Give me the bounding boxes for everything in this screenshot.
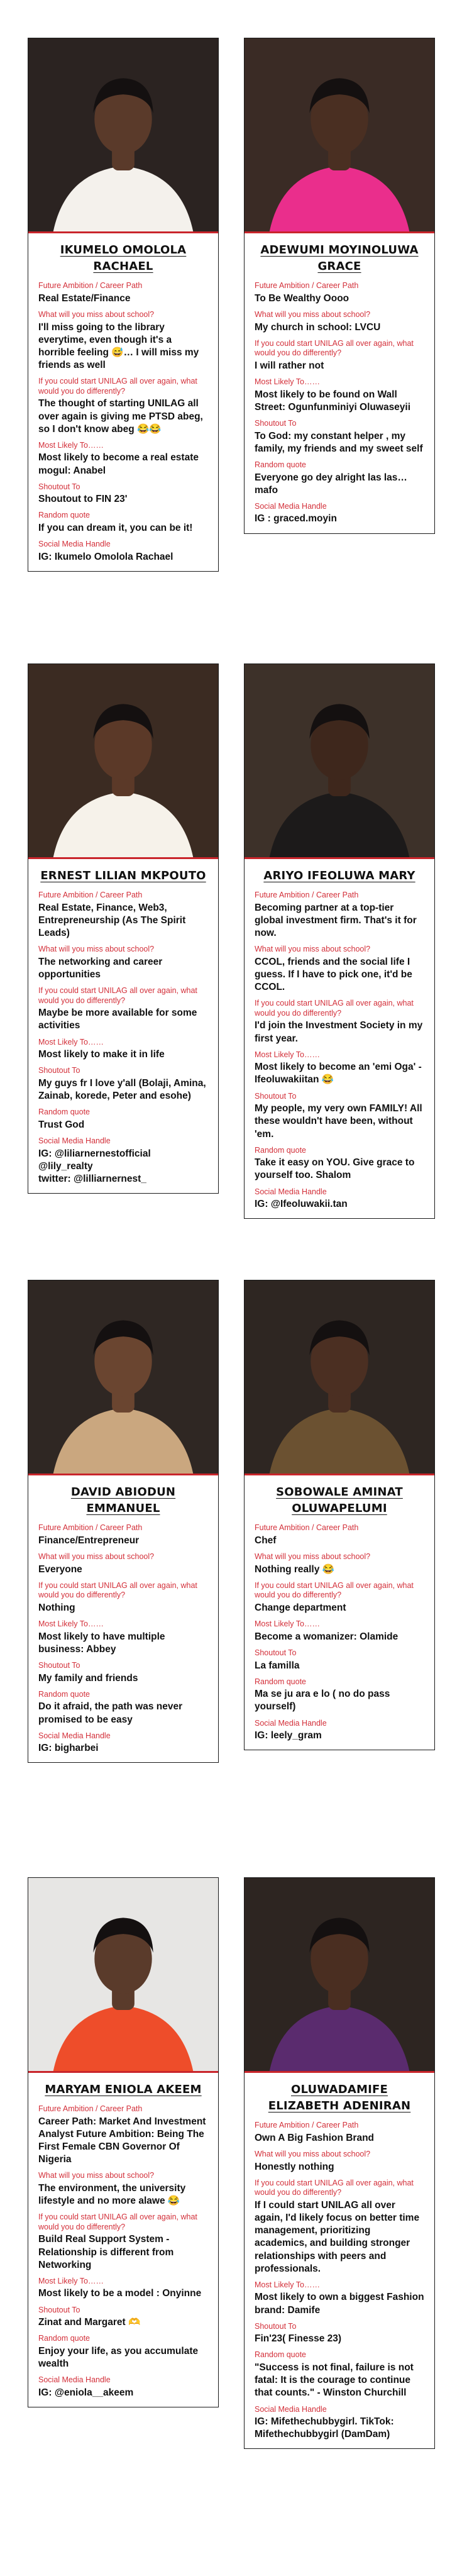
profile-card xyxy=(28,663,219,1194)
ambition-answer: Real Estate, Finance, Web3, Entrepreneurship (As The Spirit Leads) xyxy=(38,902,186,938)
ambition-label: Future Ambition / Career Path xyxy=(255,2121,359,2130)
likely-answer: Most likely to have multiple business: Abbey xyxy=(38,1631,165,1655)
quote-answer: Everyone go dey alright las las… mafo xyxy=(255,472,407,496)
shoutout-answer: My people, my very own FAMILY! All these wouldn't have been, without 'em. xyxy=(255,1103,422,1140)
quote-label: Random quote xyxy=(255,460,307,469)
portrait-image xyxy=(245,664,434,857)
portrait-image xyxy=(28,1878,218,2071)
person-name: OLUWADAMIFE ELIZABETH ADENIRAN xyxy=(268,2083,411,2113)
ambition-answer: Career Path: Market And Investment Analyst Future Ambition: Being The First Female CBN Governor Of Nigeria xyxy=(38,2116,206,2165)
person-name: ERNEST LILIAN MKPOUTO xyxy=(40,869,206,882)
social-answer: IG: Mifethechubbygirl. TikTok: Mifethechubbygirl (DamDam) xyxy=(255,2416,394,2440)
profile-card xyxy=(244,1280,435,1750)
shoutout-label: Shoutout To xyxy=(255,1091,297,1101)
shoutout-label: Shoutout To xyxy=(38,2305,80,2314)
shoutout-label: Shoutout To xyxy=(38,1066,80,1075)
likely-answer: Most likely to become a real estate mogul: Anabel xyxy=(38,452,199,476)
restart-answer: The thought of starting UNILAG all over again is giving me PTSD abeg, so I don't know abeg 😂😂 xyxy=(38,398,203,435)
shoutout-answer: My family and friends xyxy=(38,1672,138,1684)
likely-answer: Most likely to be a model : Onyinne xyxy=(38,2288,202,2299)
quote-answer: Ma se ju ara e lo ( no do pass yourself) xyxy=(255,1689,390,1713)
miss-label: What will you miss about school? xyxy=(38,1552,155,1561)
likely-label: Most Likely To…… xyxy=(38,440,104,450)
profile-card xyxy=(28,1877,219,2407)
quote-label: Random quote xyxy=(38,1108,91,1117)
portrait-image xyxy=(245,38,434,231)
ambition-label: Future Ambition / Career Path xyxy=(255,281,359,291)
social-answer: IG: Ikumelo Omolola Rachael xyxy=(38,551,173,562)
social-label: Social Media Handle xyxy=(38,2375,111,2385)
ambition-answer: Own A Big Fashion Brand xyxy=(255,2132,375,2143)
ambition-label: Future Ambition / Career Path xyxy=(38,2104,143,2114)
likely-answer: Become a womanizer: Olamide xyxy=(255,1631,399,1642)
likely-label: Most Likely To…… xyxy=(38,1619,104,1629)
miss-label: What will you miss about school? xyxy=(255,309,371,319)
miss-label: What will you miss about school? xyxy=(255,1552,371,1561)
restart-label: If you could start UNILAG all over again, what would you do differently? xyxy=(38,1580,197,1600)
restart-answer: Nothing xyxy=(38,1602,75,1613)
miss-answer: The environment, the university lifestyle and no more alawe 😂 xyxy=(38,2182,186,2207)
restart-label: If you could start UNILAG all over again, what would you do differently? xyxy=(255,2178,414,2197)
social-answer: IG: bigharbei xyxy=(38,1743,99,1754)
likely-answer: Most likely to be found on Wall Street: Ogunfunminiyi Oluwaseyii xyxy=(255,389,411,413)
quote-label: Random quote xyxy=(255,1677,307,1686)
likely-label: Most Likely To…… xyxy=(255,2280,320,2289)
restart-label: If you could start UNILAG all over again, what would you do differently? xyxy=(255,1580,414,1600)
shoutout-label: Shoutout To xyxy=(255,2321,297,2331)
person-name: MARYAM ENIOLA AKEEM xyxy=(45,2083,202,2096)
miss-label: What will you miss about school? xyxy=(38,945,155,954)
person-name: IKUMELO OMOLOLA RACHAEL xyxy=(60,243,187,274)
restart-label: If you could start UNILAG all over again, what would you do differently? xyxy=(38,986,197,1005)
profile-photo xyxy=(245,1280,434,1475)
likely-label: Most Likely To…… xyxy=(255,1619,320,1629)
restart-answer: I'd join the Investment Society in my first year. xyxy=(255,1020,423,1044)
quote-answer: Trust God xyxy=(38,1119,85,1130)
miss-label: What will you miss about school? xyxy=(38,309,155,319)
profile-photo xyxy=(28,1280,218,1475)
miss-answer: My church in school: LVCU xyxy=(255,321,381,333)
profile-photo xyxy=(28,38,218,233)
miss-label: What will you miss about school? xyxy=(38,2171,155,2180)
likely-answer: Most likely to become an 'emi Oga' - Ifeoluwakiitan 😂 xyxy=(255,1062,422,1085)
profile-photo xyxy=(245,1878,434,2073)
person-name: SOBOWALE AMINAT OLUWAPELUMI xyxy=(276,1485,403,1516)
social-answer: IG: @eniola__akeem xyxy=(38,2387,134,2398)
profile-photo xyxy=(245,664,434,859)
portrait-image xyxy=(28,38,218,231)
ambition-label: Future Ambition / Career Path xyxy=(38,1523,143,1533)
shoutout-answer: My guys fr I love y'all (Bolaji, Amina, Zainab, korede, Peter and esohe) xyxy=(38,1077,206,1102)
social-label: Social Media Handle xyxy=(38,1731,111,1740)
quote-answer: "Success is not final, failure is not fatal: It is the courage to continue that counts." - Winston Churchill xyxy=(255,2362,414,2399)
social-label: Social Media Handle xyxy=(255,2404,327,2414)
shoutout-answer: To God: my constant helper , my family, my friends and my sweet self xyxy=(255,430,423,454)
restart-label: If you could start UNILAG all over again, what would you do differently? xyxy=(38,2212,197,2231)
restart-answer: I will rather not xyxy=(255,360,324,371)
miss-answer: I'll miss going to the library everytime, even though it's a horrible feeling 😅… I will miss my friends as well xyxy=(38,321,199,370)
portrait-image xyxy=(245,1280,434,1474)
quote-answer: Take it easy on YOU. Give grace to yourself too. Shalom xyxy=(255,1157,415,1181)
restart-label: If you could start UNILAG all over again, what would you do differently? xyxy=(255,999,414,1018)
likely-label: Most Likely To…… xyxy=(255,377,320,387)
miss-answer: Everyone xyxy=(38,1563,82,1575)
profile-photo xyxy=(28,1878,218,2073)
social-label: Social Media Handle xyxy=(38,1136,111,1146)
portrait-image xyxy=(245,1878,434,2071)
shoutout-label: Shoutout To xyxy=(38,482,80,491)
quote-answer: Do it afraid, the path was never promised to be easy xyxy=(38,1701,183,1725)
quote-answer: If you can dream it, you can be it! xyxy=(38,523,193,534)
shoutout-label: Shoutout To xyxy=(255,419,297,428)
quote-label: Random quote xyxy=(38,1689,91,1699)
shoutout-answer: La familla xyxy=(255,1660,300,1671)
social-answer: IG: leely_gram xyxy=(255,1730,322,1741)
miss-label: What will you miss about school? xyxy=(255,2149,371,2158)
ambition-answer: Becoming partner at a top-tier global investment firm. That's it for now. xyxy=(255,902,417,938)
restart-answer: If I could start UNILAG all over again, I'd likely focus on better time management, prioritizing academics, and building stronger relationships with peers and professionals. xyxy=(255,2199,420,2274)
shoutout-label: Shoutout To xyxy=(38,1661,80,1670)
social-answer: IG: @liliarnernestofficial @lily_realty twitter: @lilliarnernest_ xyxy=(38,1148,151,1184)
profile-card xyxy=(244,663,435,1219)
portrait-image xyxy=(28,1280,218,1474)
profile-card xyxy=(28,1280,219,1763)
ambition-label: Future Ambition / Career Path xyxy=(255,1523,359,1533)
restart-label: If you could start UNILAG all over again, what would you do differently? xyxy=(38,377,197,396)
restart-answer: Maybe be more available for some activities xyxy=(38,1008,197,1031)
likely-label: Most Likely To…… xyxy=(38,2276,104,2285)
person-name: ARIYO IFEOLUWA MARY xyxy=(263,869,415,882)
social-label: Social Media Handle xyxy=(255,501,327,511)
likely-answer: Most likely to make it in life xyxy=(38,1049,165,1060)
quote-label: Random quote xyxy=(255,2350,307,2360)
social-answer: IG : graced.moyin xyxy=(255,513,337,525)
ambition-answer: Chef xyxy=(255,1535,277,1546)
ambition-label: Future Ambition / Career Path xyxy=(38,281,143,291)
restart-label: If you could start UNILAG all over again, what would you do differently? xyxy=(255,338,414,358)
miss-answer: The networking and career opportunities xyxy=(38,956,163,980)
profile-photo xyxy=(245,38,434,233)
restart-answer: Change department xyxy=(255,1602,346,1613)
miss-label: What will you miss about school? xyxy=(255,945,371,954)
ambition-label: Future Ambition / Career Path xyxy=(255,891,359,900)
shoutout-label: Shoutout To xyxy=(255,1648,297,1657)
social-label: Social Media Handle xyxy=(255,1718,327,1728)
person-name: ADEWUMI MOYINOLUWA GRACE xyxy=(260,243,419,274)
social-answer: IG: @Ifeoluwakii.tan xyxy=(255,1199,348,1210)
profile-card xyxy=(28,38,219,572)
quote-answer: Enjoy your life, as you accumulate wealth xyxy=(38,2346,199,2370)
profile-card xyxy=(244,1877,435,2449)
social-label: Social Media Handle xyxy=(255,1187,327,1196)
restart-answer: Build Real Support System - Relationship is different from Networking xyxy=(38,2234,174,2270)
shoutout-answer: Fin'23( Finesse 23) xyxy=(255,2333,342,2345)
ambition-label: Future Ambition / Career Path xyxy=(38,891,143,900)
ambition-answer: Real Estate/Finance xyxy=(38,292,131,304)
ambition-answer: To Be Wealthy Oooo xyxy=(255,292,349,304)
quote-label: Random quote xyxy=(38,511,91,520)
quote-label: Random quote xyxy=(255,1145,307,1155)
profile-photo xyxy=(28,664,218,859)
miss-answer: Honestly nothing xyxy=(255,2161,334,2172)
person-name: DAVID ABIODUN EMMANUEL xyxy=(70,1485,176,1516)
quote-label: Random quote xyxy=(38,2334,91,2343)
shoutout-answer: Zinat and Margaret 🫶 xyxy=(38,2317,141,2328)
likely-answer: Most likely to own a biggest Fashion brand: Damife xyxy=(255,2292,424,2316)
likely-label: Most Likely To…… xyxy=(38,1037,104,1046)
portrait-image xyxy=(28,664,218,857)
miss-answer: CCOL, friends and the social life I guess. If I have to pick one, it'd be CCOL. xyxy=(255,956,412,993)
social-label: Social Media Handle xyxy=(38,540,111,549)
miss-answer: Nothing really 😂 xyxy=(255,1563,334,1575)
likely-label: Most Likely To…… xyxy=(255,1050,320,1059)
shoutout-answer: Shoutout to FIN 23' xyxy=(38,494,128,505)
ambition-answer: Finance/Entrepreneur xyxy=(38,1535,140,1546)
profile-card xyxy=(244,38,435,534)
